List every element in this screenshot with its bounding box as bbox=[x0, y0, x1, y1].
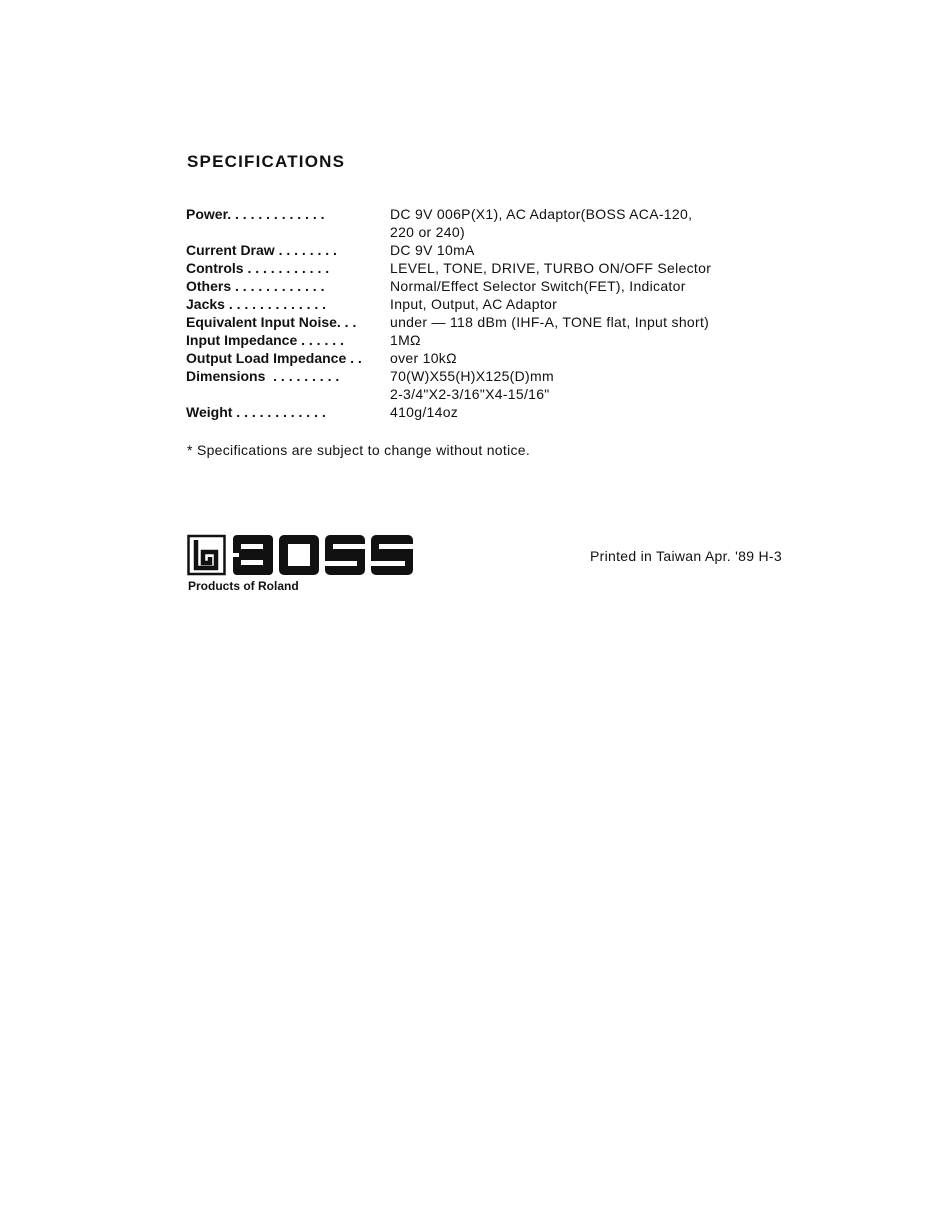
spec-value: over 10kΩ bbox=[390, 350, 457, 366]
spec-label: Controls . . . . . . . . . . . bbox=[186, 260, 330, 276]
spec-row-current-draw bbox=[186, 241, 806, 259]
spec-row-weight bbox=[186, 403, 806, 421]
spec-label: Current Draw . . . . . . . . bbox=[186, 242, 337, 258]
spec-label: Dimensions . . . . . . . . . bbox=[186, 368, 340, 384]
spec-label: Equivalent Input Noise. . . bbox=[186, 314, 357, 330]
spec-value: DC 9V 006P(X1), AC Adaptor(BOSS ACA-120, 220 or 240) bbox=[390, 206, 693, 240]
spec-value: Input, Output, AC Adaptor bbox=[390, 296, 558, 312]
spec-value: DC 9V 10mA bbox=[390, 242, 475, 258]
page-title: SPECIFICATIONS bbox=[187, 152, 346, 171]
spec-row-jacks bbox=[186, 295, 806, 313]
spec-value: LEVEL, TONE, DRIVE, TURBO ON/OFF Selector bbox=[390, 260, 712, 276]
spec-row-power bbox=[186, 205, 806, 241]
spec-row-controls bbox=[186, 259, 806, 277]
spec-label: Weight . . . . . . . . . . . . bbox=[186, 404, 326, 420]
spec-value: 410g/14oz bbox=[390, 404, 459, 420]
spec-row-input-impedance bbox=[186, 331, 806, 349]
specifications-list bbox=[186, 205, 806, 421]
spec-value: under — 118 dBm (IHF-A, TONE flat, Input short) bbox=[390, 314, 710, 330]
boss-logo-icon bbox=[187, 532, 417, 578]
specifications-note: * Specifications are subject to change without notice. bbox=[187, 442, 531, 458]
logo-tagline: Products of Roland bbox=[188, 579, 299, 593]
spec-row-input-noise bbox=[186, 313, 806, 331]
spec-label: Jacks . . . . . . . . . . . . . bbox=[186, 296, 327, 312]
print-info: Printed in Taiwan Apr. '89 H-3 bbox=[590, 548, 782, 564]
spec-row-output-load-impedance bbox=[186, 349, 806, 367]
spec-label: Power. . . . . . . . . . . . . bbox=[186, 206, 325, 222]
spec-value: 1MΩ bbox=[390, 332, 421, 348]
spec-value: Normal/Effect Selector Switch(FET), Indicator bbox=[390, 278, 686, 294]
spec-value: 70(W)X55(H)X125(D)mm 2-3/4"X2-3/16"X4-15/16" bbox=[390, 368, 554, 402]
spec-row-others bbox=[186, 277, 806, 295]
spec-label: Others . . . . . . . . . . . . bbox=[186, 278, 325, 294]
spec-label: Output Load Impedance . . bbox=[186, 350, 362, 366]
spec-row-dimensions bbox=[186, 367, 806, 403]
spec-label: Input Impedance . . . . . . bbox=[186, 332, 344, 348]
